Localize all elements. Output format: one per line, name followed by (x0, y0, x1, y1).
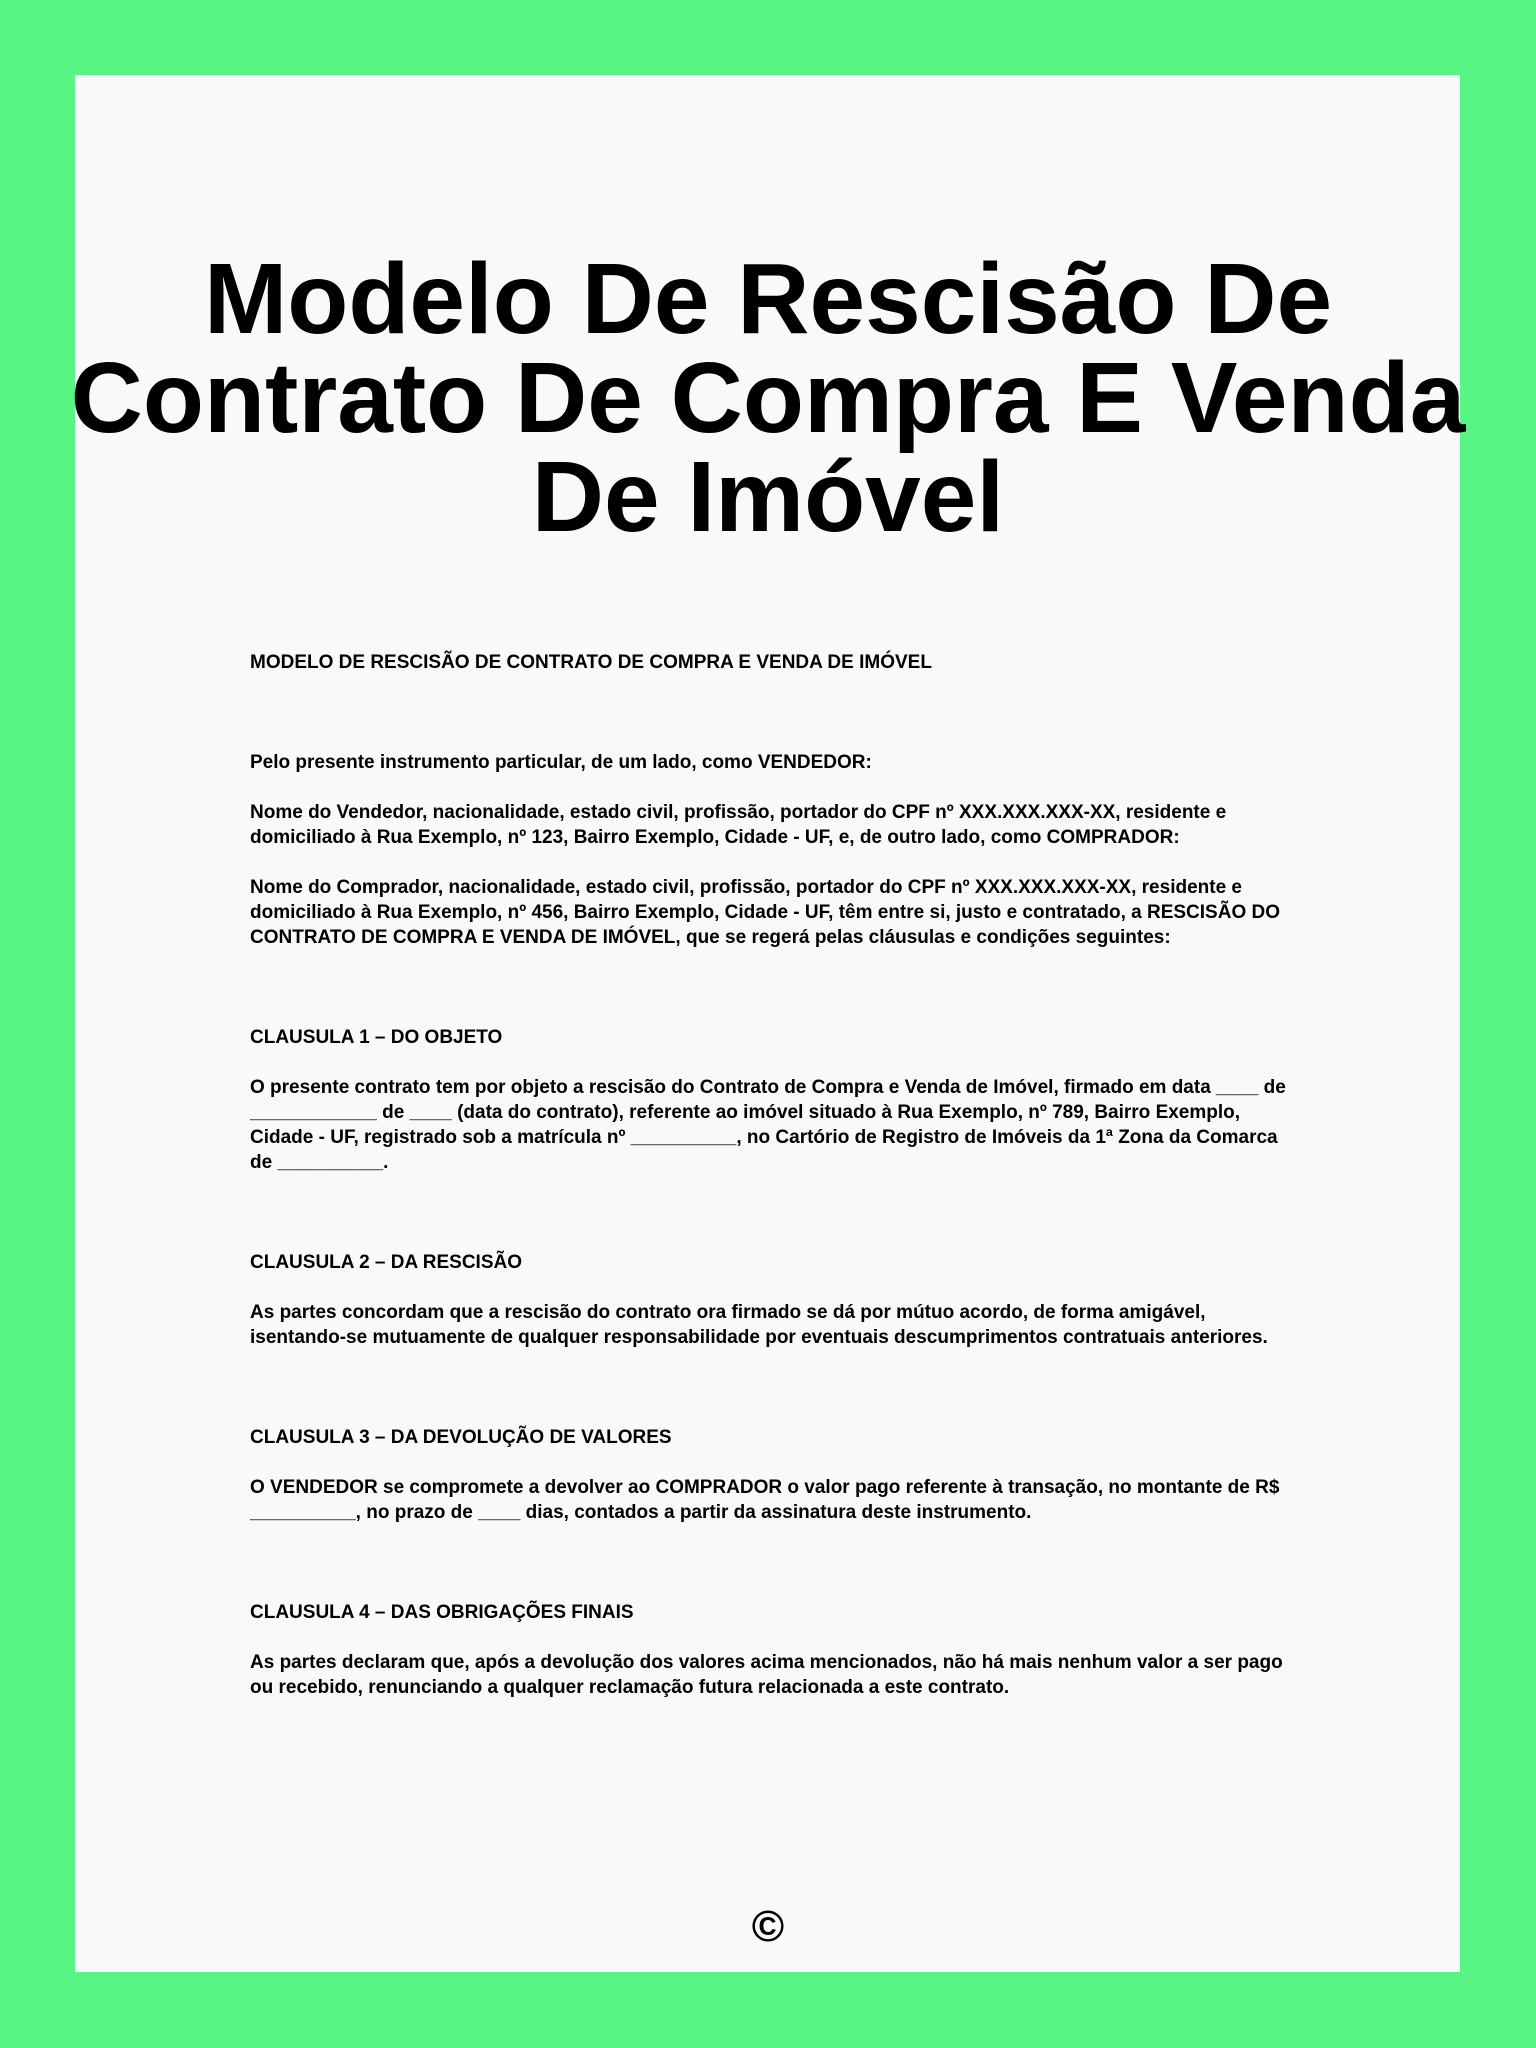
document-body (250, 650, 1290, 1725)
intro-paragraph: Nome do Comprador, nacionalidade, estado civil, profissão, portador do CPF nº XXX.XXX.XXX-XX, residente e domiciliado à Rua Exemplo, nº 456, Bairro Exemplo, Cidade - UF, têm entre si, justo e contratado, a RESCISÃO DO CONTRATO DE COMPRA E VENDA DE IMÓVEL, que se regerá pelas cláusulas e condições seguintes: (250, 877, 1281, 948)
clause-title: CLAUSULA 2 – DA RESCISÃO (250, 1252, 523, 1273)
clause-title: CLAUSULA 1 – DO OBJETO (250, 1027, 503, 1048)
clause-text: O VENDEDOR se compromete a devolver ao COMPRADOR o valor pago referente à transação, no montante de R$ __________, no prazo de ____ dias, contados a partir da assinatura deste instrumento. (250, 1477, 1280, 1523)
document-heading: MODELO DE RESCISÃO DE CONTRATO DE COMPRA E VENDA DE IMÓVEL (250, 652, 932, 673)
clause-text: As partes declaram que, após a devolução dos valores acima mencionados, não há mais nenhum valor a ser pago ou recebido, renunciando a qualquer reclamação futura relacionada a este contrato. (250, 1652, 1283, 1698)
intro-paragraph: Nome do Vendedor, nacionalidade, estado civil, profissão, portador do CPF nº XXX.XXX.XXX-XX, residente e domiciliado à Rua Exemplo, nº 123, Bairro Exemplo, Cidade - UF, e, de outro lado, como COMPRADOR: (250, 802, 1227, 848)
clause-text: O presente contrato tem por objeto a rescisão do Contrato de Compra e Venda de Imóvel, firmado em data ____ de ____________ de ____ (data do contrato), referente ao imóvel situado à Rua Exemplo, nº 789, Bairro Exemplo, Cidade - UF, registrado sob a matrícula nº __________, no Cartório de Registro de Imóveis da 1ª Zona da Comarca de __________. (250, 1077, 1286, 1173)
clause-text: As partes concordam que a rescisão do contrato ora firmado se dá por mútuo acordo, de forma amigável, isentando-se mutuamente de qualquer responsabilidade por eventuais descumprimentos contratuais anteriores. (250, 1302, 1268, 1348)
clause-title: CLAUSULA 3 – DA DEVOLUÇÃO DE VALORES (250, 1427, 672, 1448)
clause-title: CLAUSULA 4 – DAS OBRIGAÇÕES FINAIS (250, 1602, 634, 1623)
page-title: Modelo De Rescisão De Contrato De Compra E Venda De Imóvel (70, 243, 1466, 553)
copyright-icon: © (751, 1902, 785, 1951)
intro-paragraph: Pelo presente instrumento particular, de um lado, como VENDEDOR: (250, 752, 872, 773)
